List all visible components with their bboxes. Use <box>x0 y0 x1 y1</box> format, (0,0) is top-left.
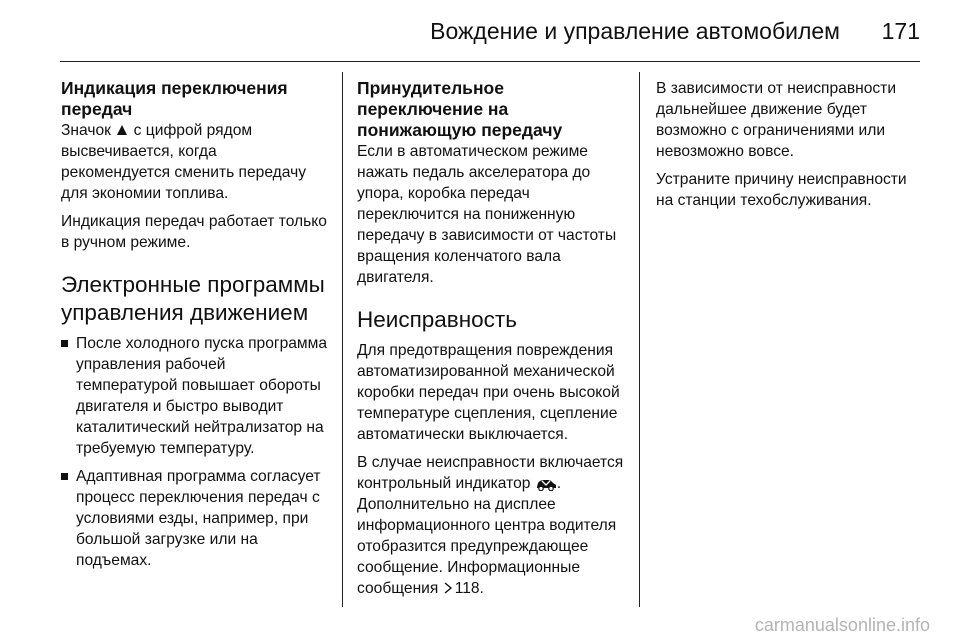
kickdown-text: Если в автоматическом режиме нажать педаль акселератора до упора, коробка передач переключится на пониженную передачу в зависимости от частоты вращения коленчатого вала двигателя. <box>357 143 617 286</box>
bullet-square-icon <box>61 340 68 347</box>
list-item-text: После холодного пуска программа управления рабочей температурой повышает обороты двигателя и быстро выводит каталитический нейтрализатор на требуемую температуру. <box>76 335 328 457</box>
text-fragment: с цифрой рядом высвечивается, когда рекомендуется сменить передачу для экономии топлива. <box>61 122 307 202</box>
continued-driving-text: В зависимости от неисправности дальнейшее движение будет возможно с ограничениями или невозможно вовсе. <box>656 80 897 160</box>
malfunction-text: Для предотвращения повреждения автоматизированной механической коробки передач при очень высокой температуре сцепления, сцепление автоматически выключается. <box>357 342 620 443</box>
upshift-triangle-icon <box>117 125 127 135</box>
section-heading-malfunction: Неисправность <box>357 307 517 332</box>
section-heading-electronic-programs: Электронные программы управления движением <box>61 272 325 325</box>
page-number: 171 <box>881 18 920 44</box>
section-heading-kickdown: Принудительное переключение на понижающую передачу <box>357 78 563 140</box>
column-2 <box>357 78 625 606</box>
column-divider-2 <box>639 72 640 607</box>
page-header <box>0 0 960 62</box>
indicator-text <box>357 452 625 599</box>
bullet-square-icon <box>61 473 68 480</box>
page-reference[interactable]: 118. <box>454 580 484 597</box>
page-title: Вождение и управление автомобилем <box>430 18 840 44</box>
header-divider <box>60 61 920 62</box>
text-fragment: В случае неисправности включается контрольный индикатор <box>357 454 624 492</box>
list-item <box>61 466 329 571</box>
reference-arrow-icon <box>443 582 453 594</box>
list-item <box>61 333 329 459</box>
section-heading-gear-indication: Индикация переключения передач <box>61 78 288 119</box>
manual-mode-note: Индикация передач работает только в ручном режиме. <box>61 213 327 251</box>
column-divider-1 <box>342 72 343 607</box>
gear-indication-text <box>61 120 329 204</box>
column-3 <box>656 78 924 218</box>
list-item-text: Адаптивная программа согласует процесс переключения передач с условиями езды, например, при большой загрузке или на подъемах. <box>76 468 321 569</box>
car-warning-icon <box>535 477 557 491</box>
service-station-text: Устраните причину неисправности на станции техобслуживания. <box>656 171 907 209</box>
text-fragment: Значок <box>61 122 111 139</box>
watermark: carmanualsonline.info <box>754 615 930 635</box>
text-fragment: . Дополнительно на дисплее информационного центра водителя отобразится предупреждающее сообщение. Информационные сообщения <box>357 475 617 597</box>
program-list <box>61 333 329 571</box>
column-1 <box>61 78 329 578</box>
